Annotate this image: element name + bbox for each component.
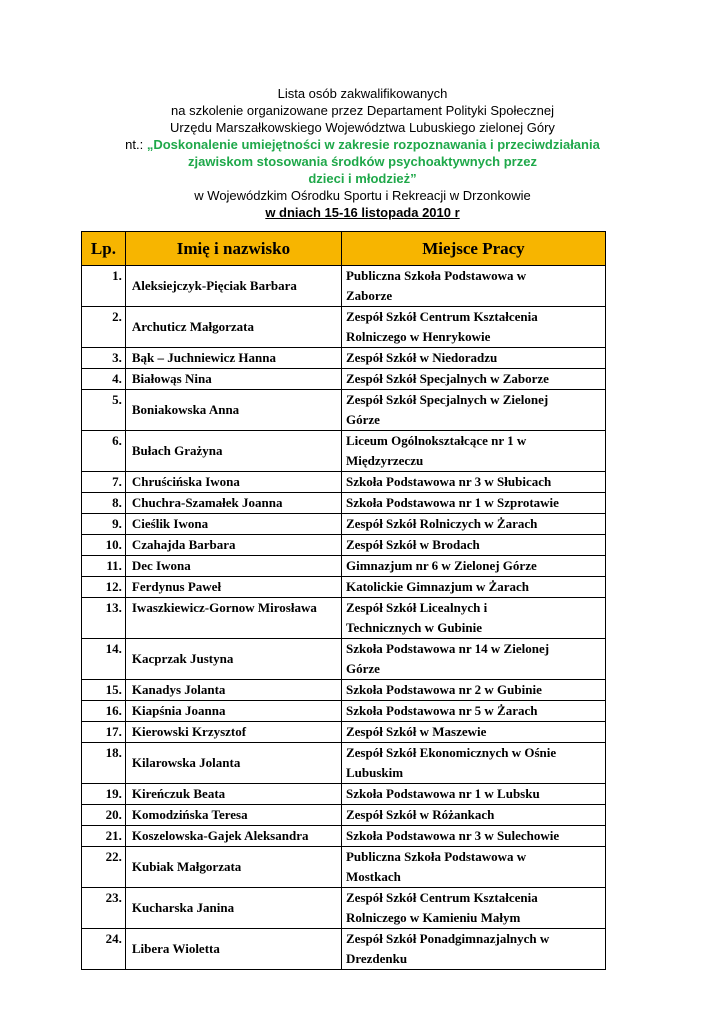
- participant-name: Kiapśnia Joanna: [125, 701, 341, 722]
- table-row: [82, 598, 606, 639]
- participant-name: Cieślik Iwona: [125, 514, 341, 535]
- topic-prefix: nt.:: [125, 137, 147, 152]
- workplace-line: Zespół Szkół w Maszewie: [345, 724, 487, 739]
- participant-name: Chruścińska Iwona: [125, 472, 341, 493]
- workplace-line: Rolniczego w Henrykowie: [345, 329, 491, 344]
- row-number: 15.: [82, 680, 126, 701]
- table-row: [82, 266, 606, 307]
- title-line: Lista osób zakwalifikowanych: [277, 86, 448, 101]
- workplace: [341, 701, 605, 722]
- row-number: 9.: [82, 514, 126, 535]
- table-row: [82, 369, 606, 390]
- workplace-line: Mostkach: [345, 869, 401, 884]
- workplace-line: Liceum Ogólnokształcące nr 1 w: [345, 433, 527, 448]
- participants-table: [81, 231, 606, 970]
- participant-name: Ferdynus Paweł: [125, 577, 341, 598]
- participant-name: Komodzińska Teresa: [125, 805, 341, 826]
- table-row: [82, 307, 606, 348]
- workplace: [341, 743, 605, 784]
- document-header: [0, 85, 725, 221]
- workplace: [341, 556, 605, 577]
- workplace-line: Zespół Szkół Specjalnych w Zaborze: [345, 371, 549, 386]
- participant-name: Koszelowska-Gajek Aleksandra: [125, 826, 341, 847]
- workplace-line: Szkoła Podstawowa nr 5 w Żarach: [345, 703, 538, 718]
- workplace-line: Zaborze: [345, 288, 393, 303]
- workplace: [341, 722, 605, 743]
- participant-name: Kanadys Jolanta: [125, 680, 341, 701]
- workplace-line: Publiczna Szkoła Podstawowa w: [345, 849, 527, 864]
- workplace-line: Szkoła Podstawowa nr 2 w Gubinie: [345, 682, 542, 697]
- row-number: 6.: [82, 431, 126, 472]
- row-number: 19.: [82, 784, 126, 805]
- workplace: [341, 929, 605, 970]
- table-row: [82, 847, 606, 888]
- location-line: w Wojewódzkim Ośrodku Sportu i Rekreacji w Drzonkowie: [194, 188, 531, 203]
- workplace-line: Zespół Szkół Ekonomicznych w Ośnie: [345, 745, 557, 760]
- workplace-line: Zespół Szkół Rolniczych w Żarach: [345, 516, 538, 531]
- workplace-line: Górze: [345, 412, 380, 427]
- workplace-line: Szkoła Podstawowa nr 1 w Lubsku: [345, 786, 540, 801]
- row-number: 8.: [82, 493, 126, 514]
- row-number: 3.: [82, 348, 126, 369]
- workplace-line: Zespół Szkół Centrum Kształcenia: [345, 309, 538, 324]
- participant-name: Chuchra-Szamałek Joanna: [125, 493, 341, 514]
- row-number: 7.: [82, 472, 126, 493]
- workplace-line: Technicznych w Gubinie: [345, 620, 483, 635]
- workplace: [341, 348, 605, 369]
- workplace: [341, 680, 605, 701]
- workplace-line: Górze: [345, 661, 380, 676]
- row-number: 18.: [82, 743, 126, 784]
- workplace: [341, 598, 605, 639]
- workplace: [341, 493, 605, 514]
- row-number: 24.: [82, 929, 126, 970]
- participant-name: Iwaszkiewicz-Gornow Mirosława: [125, 598, 341, 639]
- table-row: [82, 701, 606, 722]
- row-number: 17.: [82, 722, 126, 743]
- participant-name: Boniakowska Anna: [125, 390, 341, 431]
- participant-name: Kilarowska Jolanta: [125, 743, 341, 784]
- table-row: [82, 722, 606, 743]
- participant-name: Kacprzak Justyna: [125, 639, 341, 680]
- workplace-line: Gimnazjum nr 6 w Zielonej Górze: [345, 558, 537, 573]
- row-number: 5.: [82, 390, 126, 431]
- title-line: Urzędu Marszałkowskiego Województwa Lubuskiego zielonej Góry: [170, 120, 555, 135]
- topic-text: „Doskonalenie umiejętności w zakresie rozpoznawania i przeciwdziałania: [146, 137, 600, 152]
- row-number: 20.: [82, 805, 126, 826]
- topic-line: [0, 136, 725, 153]
- table-row: [82, 431, 606, 472]
- table-row: [82, 577, 606, 598]
- table-row: [82, 514, 606, 535]
- column-header-workplace: Miejsce Pracy: [341, 232, 605, 266]
- participant-name: Białowąs Nina: [125, 369, 341, 390]
- workplace: [341, 266, 605, 307]
- table-row: [82, 826, 606, 847]
- workplace-line: Katolickie Gimnazjum w Żarach: [345, 579, 530, 594]
- participant-name: Kubiak Małgorzata: [125, 847, 341, 888]
- table-row: [82, 493, 606, 514]
- table-row: [82, 390, 606, 431]
- table-row: [82, 888, 606, 929]
- participant-name: Aleksiejczyk-Pięciak Barbara: [125, 266, 341, 307]
- workplace: [341, 639, 605, 680]
- participant-name: Kucharska Janina: [125, 888, 341, 929]
- table-header-row: [82, 232, 606, 266]
- row-number: 13.: [82, 598, 126, 639]
- column-header-name: Imię i nazwisko: [125, 232, 341, 266]
- workplace: [341, 472, 605, 493]
- row-number: 4.: [82, 369, 126, 390]
- workplace-line: Zespół Szkół w Różankach: [345, 807, 495, 822]
- row-number: 2.: [82, 307, 126, 348]
- row-number: 1.: [82, 266, 126, 307]
- row-number: 21.: [82, 826, 126, 847]
- workplace-line: Zespół Szkół Centrum Kształcenia: [345, 890, 538, 905]
- row-number: 11.: [82, 556, 126, 577]
- workplace-line: Szkoła Podstawowa nr 3 w Słubicach: [345, 474, 552, 489]
- row-number: 10.: [82, 535, 126, 556]
- workplace: [341, 888, 605, 929]
- participant-name: Kireńczuk Beata: [125, 784, 341, 805]
- workplace: [341, 577, 605, 598]
- workplace-line: Lubuskim: [345, 765, 404, 780]
- table-row: [82, 556, 606, 577]
- workplace: [341, 514, 605, 535]
- table-row: [82, 805, 606, 826]
- row-number: 23.: [82, 888, 126, 929]
- row-number: 16.: [82, 701, 126, 722]
- participant-name: Kierowski Krzysztof: [125, 722, 341, 743]
- workplace: [341, 307, 605, 348]
- table-row: [82, 348, 606, 369]
- table-row: [82, 784, 606, 805]
- workplace: [341, 847, 605, 888]
- workplace-line: Zespół Szkół Ponadgimnazjalnych w: [345, 931, 550, 946]
- workplace-line: Szkoła Podstawowa nr 3 w Sulechowie: [345, 828, 560, 843]
- workplace-line: Szkoła Podstawowa nr 14 w Zielonej: [345, 641, 550, 656]
- workplace: [341, 805, 605, 826]
- workplace-line: Publiczna Szkoła Podstawowa w: [345, 268, 527, 283]
- participant-name: Libera Wioletta: [125, 929, 341, 970]
- workplace-line: Międzyrzeczu: [345, 453, 424, 468]
- workplace: [341, 390, 605, 431]
- table-row: [82, 743, 606, 784]
- row-number: 12.: [82, 577, 126, 598]
- workplace-line: Rolniczego w Kamieniu Małym: [345, 910, 521, 925]
- topic-text: zjawiskom stosowania środków psychoaktywnych przez: [188, 154, 537, 169]
- date-line: w dniach 15-16 listopada 2010 r: [265, 205, 460, 220]
- participant-name: Bąk – Juchniewicz Hanna: [125, 348, 341, 369]
- workplace: [341, 431, 605, 472]
- participant-name: Dec Iwona: [125, 556, 341, 577]
- column-header-lp: Lp.: [82, 232, 126, 266]
- workplace-line: Zespół Szkół Licealnych i: [345, 600, 488, 615]
- table-row: [82, 535, 606, 556]
- workplace-line: Zespół Szkół w Niedoradzu: [345, 350, 498, 365]
- table-row: [82, 680, 606, 701]
- topic-text: dzieci i młodzież”: [308, 171, 417, 186]
- workplace: [341, 535, 605, 556]
- row-number: 14.: [82, 639, 126, 680]
- table-row: [82, 929, 606, 970]
- participant-name: Czahajda Barbara: [125, 535, 341, 556]
- title-line: na szkolenie organizowane przez Departament Polityki Społecznej: [171, 103, 554, 118]
- workplace-line: Drezdenku: [345, 951, 408, 966]
- table-row: [82, 472, 606, 493]
- participant-name: Archuticz Małgorzata: [125, 307, 341, 348]
- workplace: [341, 826, 605, 847]
- workplace: [341, 369, 605, 390]
- participant-name: Bułach Grażyna: [125, 431, 341, 472]
- workplace: [341, 784, 605, 805]
- table-row: [82, 639, 606, 680]
- workplace-line: Zespół Szkół Specjalnych w Zielonej: [345, 392, 549, 407]
- row-number: 22.: [82, 847, 126, 888]
- workplace-line: Zespół Szkół w Brodach: [345, 537, 480, 552]
- workplace-line: Szkoła Podstawowa nr 1 w Szprotawie: [345, 495, 559, 510]
